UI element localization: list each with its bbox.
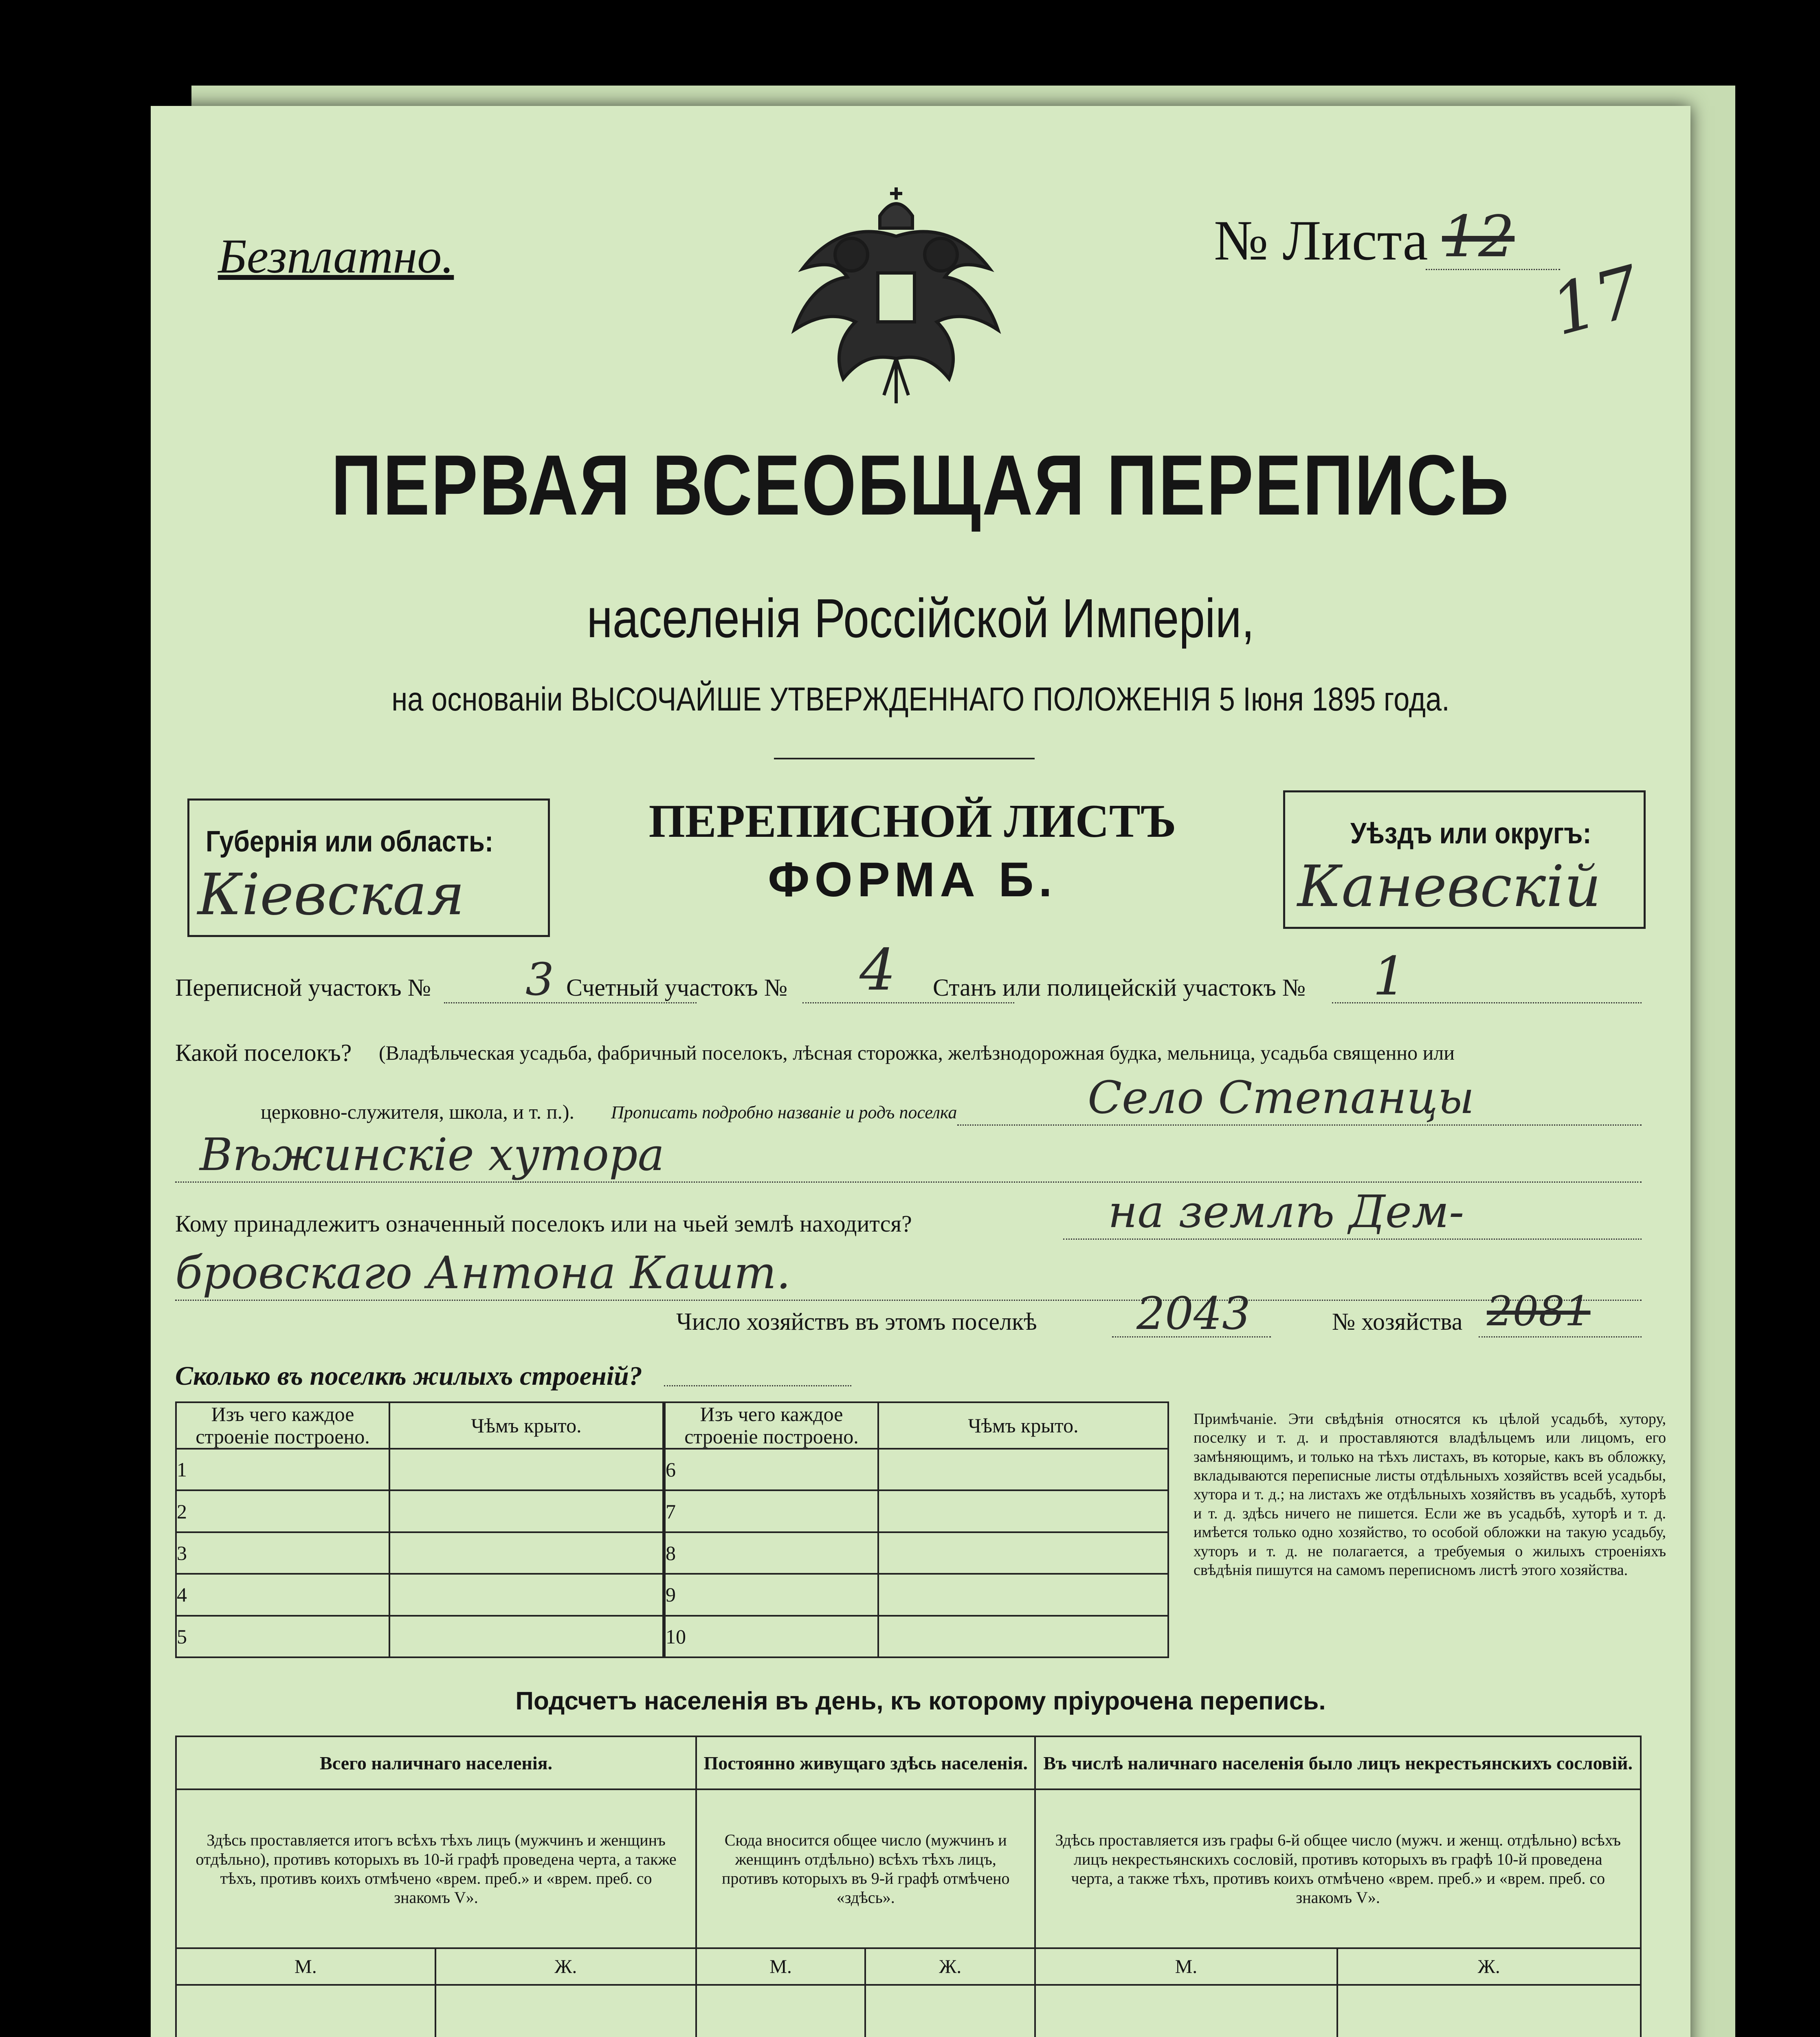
uezd-box [1283,790,1646,929]
owner-line [1063,1238,1642,1240]
guberniya-label: Губернія или область: [206,825,494,858]
row-number-9: 9 [665,1574,878,1615]
settlement-line [957,1124,1642,1126]
households-label: Число хозяйствъ въ этомъ поселкѣ [676,1308,1037,1335]
roof-cell-5[interactable] [389,1616,663,1657]
sheet-corner-mark: 17 [1543,251,1649,352]
census-district-label: Переписной участокъ № [175,974,431,1001]
buildings-table-left [175,1401,664,1658]
household-number-label: № хозяйства [1332,1308,1463,1335]
counting-district-label: Счетный участокъ № [566,974,788,1001]
row-number-4: 4 [176,1574,389,1615]
roof-cell-1[interactable] [389,1449,663,1490]
census-main-title: ПЕРВАЯ ВСЕОБЩАЯ ПЕРЕПИСЬ [331,437,1510,533]
col2-male: М. [696,1948,865,1985]
roof-cell-9[interactable] [878,1574,1168,1615]
form-label: ФОРМА Б. [768,852,1057,907]
census-district-line [444,1002,697,1003]
row-number-5: 5 [176,1616,389,1657]
census-subtitle: населенія Россійской Имперіи, [587,587,1255,649]
settlement-value2: Вѣжинскіе хутора [200,1128,665,1181]
roof-cell-8[interactable] [878,1532,1168,1574]
roof-cell-6[interactable] [878,1449,1168,1490]
uezd-label: Уѣздъ или округъ: [1350,817,1591,850]
sheet-number-value: 12 [1442,204,1515,270]
col-material-header-2: Изъ чего каждое строеніе построено. [665,1402,878,1449]
buildings-line [664,1385,851,1386]
col1-male-cell[interactable] [176,1985,435,2037]
settlement-line2 [175,1181,1642,1183]
col2-female: Ж. [865,1948,1035,1985]
row-number-3: 3 [176,1532,389,1574]
col3-female-cell[interactable] [1337,1985,1641,2037]
buildings-question: Сколько въ поселкѣ жилыхъ строеній? [175,1361,642,1391]
roof-cell-2[interactable] [389,1490,663,1532]
buildings-note: Примѣчаніе. Эти свѣдѣнія относятся къ цѣлой усадьбѣ, хутору, поселку и т. д. и проставляются владѣльцемъ или лицомъ, его замѣняющимъ, и только на тѣхъ листахъ, въ которые, какъ въ обложку, вкладываются переписные листы отдѣльныхъ хозяйствъ всей усадьбы, хутора и т. д.; на листахъ же отдѣльныхъ хозяйствъ въ усадьбѣ, хуторѣ и т. д. здѣсь ничего не пишется. Если же въ усадьбѣ, хуторѣ и т. д. имѣется только одно хозяйство, то особой обложки на такую усадьбу, хуторъ и т. д. не полагается, а требуемыя о жилыхъ строеніяхъ свѣдѣнія пишутся на самомъ переписномъ листѣ этого хозяйства. [1194,1410,1666,1579]
sheet-number-line [1426,269,1560,270]
row-number-7: 7 [665,1490,878,1532]
population-heading: Подсчетъ населенія въ день, къ которому пріурочена перепись. [515,1687,1326,1715]
row-number-8: 8 [665,1532,878,1574]
census-basis-line: на основаніи ВЫСОЧАЙШЕ УТВЕРЖДЕННАГО ПОЛОЖЕНІЯ 5 Іюня 1895 года. [391,681,1450,718]
owner-value2: бровскаго Антона Кашт. [175,1247,791,1299]
col-roof-header-2: Чѣмъ крыто. [878,1402,1168,1449]
uezd-value: Каневскій [1297,854,1601,920]
population-table [175,1736,1642,2037]
roof-cell-3[interactable] [389,1532,663,1574]
col3-male-cell[interactable] [1035,1985,1337,2037]
household-number-value: 2081 [1487,1287,1591,1335]
settlement-instruction: Прописать подробно названіе и родъ поселка [611,1102,957,1122]
settlement-hint: (Владѣльческая усадьба, фабричный поселокъ, лѣсная сторожка, желѣзнодорожная будка, мельница, усадьба священно или [379,1041,1455,1064]
col3-desc: Здѣсь проставляется изъ графы 6-й общее число (мужч. и женщ. отдѣльно) всѣхъ лицъ некрестьянскихъ сословій, противъ которыхъ въ графѣ 10-й проведена черта, а также тѣхъ, противъ коихъ отмѣчено «врем. преб.» и «врем. преб. со знакомъ V». [1055,1831,1621,1907]
col2-title: Постоянно живущаго здѣсь населенія. [703,1752,1028,1773]
col3-title: Въ числѣ наличнаго населенія было лицъ некрестьянскихъ сословій. [1043,1752,1633,1773]
form-name: ПЕРЕПИСНОЙ ЛИСТЪ [648,795,1176,847]
col3-female: Ж. [1337,1948,1641,1985]
counting-district-value: 4 [859,937,896,1003]
row-number-1: 1 [176,1449,389,1490]
title-divider [774,758,1035,759]
col1-male: М. [176,1948,435,1985]
census-district-value: 3 [525,953,554,1005]
row-number-10: 10 [665,1616,878,1657]
col3-male: М. [1035,1948,1337,1985]
settlement-hint2: церковно-служителя, школа, и т. п.). [261,1100,574,1123]
owner-line2 [175,1300,1642,1301]
col1-desc: Здѣсь проставляется итогъ всѣхъ тѣхъ лицъ (мужчинъ и женщинъ отдѣльно), противъ которыхъ въ 10-й графѣ проведена черта, а также тѣхъ, противъ коихъ отмѣчено «врем. преб.» и «врем. преб. со знакомъ V». [196,1831,677,1907]
stan-label: Станъ или полицейскій участокъ № [933,974,1306,1001]
census-form-sheet [151,106,1690,2037]
owner-value: на землѣ Дем- [1108,1186,1464,1238]
settlement-label: Какой поселокъ? [175,1039,352,1066]
row-number-6: 6 [665,1449,878,1490]
households-value: 2043 [1136,1287,1251,1340]
col1-female: Ж. [435,1948,696,1985]
sheet-number-label: № Листа [1214,209,1428,272]
roof-cell-7[interactable] [878,1490,1168,1532]
roof-cell-10[interactable] [878,1616,1168,1657]
stan-value: 1 [1373,945,1407,1007]
roof-cell-4[interactable] [389,1574,663,1615]
counting-district-line [802,1002,1014,1003]
col-roof-header: Чѣмъ крыто. [389,1402,663,1449]
buildings-table-right [664,1401,1169,1658]
free-label: Безплатно. [218,229,454,283]
col2-male-cell[interactable] [696,1985,865,2037]
col-material-header: Изъ чего каждое строеніе построено. [176,1402,389,1449]
col2-female-cell[interactable] [865,1985,1035,2037]
col1-female-cell[interactable] [435,1985,696,2037]
row-number-2: 2 [176,1490,389,1532]
owner-label: Кому принадлежитъ означенный поселокъ или на чьей землѣ находится? [175,1210,912,1237]
guberniya-box [187,799,550,937]
double-headed-eagle-emblem [778,183,1014,411]
household-number-line [1479,1336,1642,1337]
guberniya-value: Кіевская [198,862,465,928]
col1-title: Всего наличнаго населенія. [320,1752,553,1773]
settlement-value: Село Степанцы [1088,1071,1475,1124]
col2-desc: Сюда вносится общее число (мужчинъ и женщинъ отдѣльно) всѣхъ тѣхъ лицъ, противъ которыхъ въ 9-й графѣ отмѣчено «здѣсь». [721,1831,1010,1907]
